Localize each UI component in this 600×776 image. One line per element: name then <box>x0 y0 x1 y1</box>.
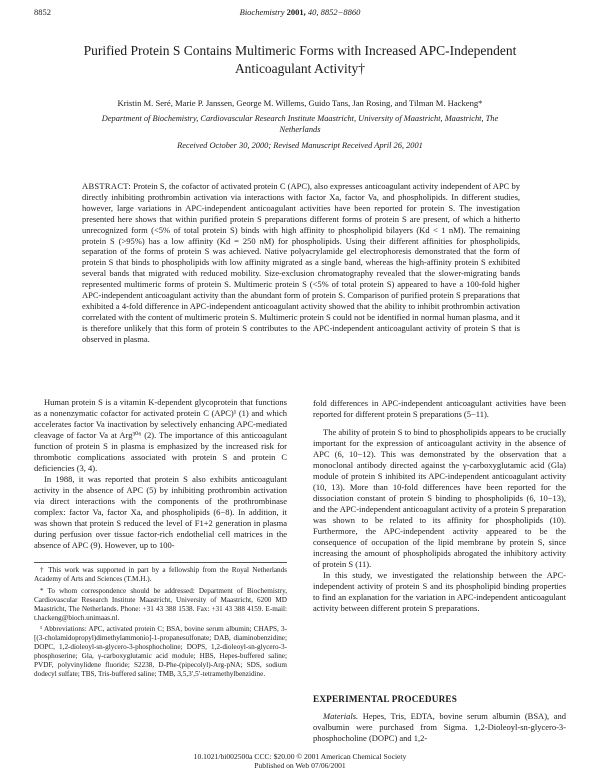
section-heading: EXPERIMENTAL PROCEDURES <box>313 694 458 704</box>
page-number: 8852 <box>34 7 51 17</box>
journal-year: 2001, <box>286 7 306 17</box>
abstract-label: ABSTRACT: <box>82 181 132 191</box>
received-dates: Received October 30, 2000; Revised Manuscript Received April 26, 2001 <box>177 141 423 150</box>
journal-pages: 8852−8860 <box>320 7 361 17</box>
materials-paragraph <box>313 711 566 744</box>
journal-name: Biochemistry <box>239 7 285 17</box>
journal-citation <box>34 7 566 17</box>
footnote-funding: † This work was supported in part by a fellowship from the Royal Netherlands Academy of Arts and Sciences (T.M.H.). <box>34 566 287 583</box>
abstract-text: Protein S, the cofactor of activated protein C (APC), also expresses anticoagulant activity independent of APC by directly inhibiting prothrombin activation via interactions with factor Xa, factor Va, and phospholipids. In different studies, however, large variations in APC-independent anticoagulant activities have been reported for protein S. The investigation presented here shows that within purified protein S preparations different forms of protein S are present, of which a hitherto unrecognized form (<5% of total protein S) binds with high affinity to phospholipid bilayers (Kd < 1 nM). The remaining protein S (>95%) has a low affinity (Kd = 250 nM) for phospholipids. Using their different affinities for phospholipids, separation of the forms of protein S was achieved. Native polyacrylamide gel electrophoresis demonstrated that the form of protein S that binds to phospholipids with low affinity migrated as a single band, whereas the high-affinity protein S exhibited several bands that migrated with reduced mobility. Size-exclusion chromatography revealed that the slower-migrating bands represented multimeric forms of protein S. Multimeric protein S (<5% of total protein S) appeared to have a 100-fold higher APC-independent anticoagulant activity than the abundant form of protein S. Comparison of purified protein S preparations that exhibited a 4-fold difference in APC-independent anticoagulant activity showed that the ability to inhibit prothrombin activation correlated with the content of multimeric protein S. Multimeric protein S could not be identified in normal human plasma, and it is therefore unlikely that this form of protein S contributes to the APC-independent anticoagulant activity of protein S that is observed in plasma. <box>82 181 521 344</box>
paragraph: In 1988, it was reported that protein S also exhibits anticoagulant activity in the absence of APC (5) by inhibiting prothrombin activation via direct interactions with the components of the prothrombinase complex: factor Va, factor Xa, and phospholipids (6−8). In addition, it was shown that protein S reduced the level of F1+2 generation in plasma during perfusion over tissue factor-rich endothelial cell matrices in the absence of APC (9). However, up to 100- <box>34 474 287 550</box>
doi-copyright: 10.1021/bi002500a CCC: $20.00 © 2001 American Chemical Society <box>193 752 407 761</box>
footnote-correspondence: * To whom correspondence should be addressed: Department of Biochemistry, Cardiovascular Research Institute Maastricht, University of Maastricht, 6200 MD Maastricht, The Netherlands. Phone: +31 43 388 1538. Fax: +31 43 388 4159. E-mail: t.hackeng@bioch.unimaas.nl. <box>34 586 287 622</box>
right-column <box>313 398 566 614</box>
left-column <box>34 397 287 551</box>
footnotes <box>34 562 287 682</box>
paragraph: Human protein S is a vitamin K-dependent glycoprotein that functions as a nonenzymatic cofactor for activated protein C (APC)¹ (1) and which accelerates factor Va inactivation by selectively enhancing APC-mediated cleavage of factor Va at Arg³⁰⁶ (2). The importance of this anticoagulant function of protein S in plasma is emphasized by the increased risk for thrombotic complications associated with protein S and protein C deficiencies (3, 4). <box>34 397 287 473</box>
materials-label: Materials. <box>323 711 359 721</box>
paragraph: fold differences in APC-independent anticoagulant activities have been reported for different protein S preparations (5−11). <box>313 398 566 419</box>
affiliation: Department of Biochemistry, Cardiovascular Research Institute Maastricht, University of Maastricht, Maastricht, The Netherlands <box>101 114 499 134</box>
article-title: Purified Protein S Contains Multimeric Forms with Increased APC-Independent Anticoagulant Activity† <box>83 43 517 76</box>
journal-volume: 40, <box>307 7 319 17</box>
abstract <box>82 181 520 345</box>
running-header <box>34 7 566 19</box>
page-footer <box>0 752 600 770</box>
author-list: Kristin M. Seré, Marie P. Janssen, George M. Willems, Guido Tans, Jan Rosing, and Tilman M. Hackeng* <box>117 98 483 108</box>
footnote-abbreviations: ¹ Abbreviations: APC, activated protein C; BSA, bovine serum albumin; CHAPS, 3-[(3-cholamidopropyl)dimethylammonio]-1-propanesulfonate; DAB, diaminobenzidine; DOPC, 1,2-dioleoyl-sn-glycero-3-phosphocholine; DOPS, 1,2-dioleoyl-sn-glycero-3-phosphoserine; Gla, γ-carboxyglutamic acid module; HBS, Hepes-buffered saline; PVDF, polyvinylidene fluoride; S2238, D-Phe-(pipecolyl)-Arg-pNA; SDS, sodium dodecyl sulfate; TBS, Tris-buffered saline; TMB, 3,5,3′,5′-tetramethylbenzidine. <box>34 625 287 678</box>
paragraph: In this study, we investigated the relationship between the APC-independent activity of protein S and its phospholipid binding properties to find an explanation for the variation in APC-independent anticoagulant activity between different protein S preparations. <box>313 570 566 613</box>
web-publication-date: Published on Web 07/06/2001 <box>254 761 346 770</box>
materials-text: Hepes, Tris, EDTA, bovine serum albumin (BSA), and ovalbumin were purchased from Sigma. 1,2-Dioleoyl-sn-glycero-3-phosphocholine (DOPC) and 1,2- <box>313 711 566 743</box>
paragraph: The ability of protein S to bind to phospholipids appears to be crucially important for the expression of anticoagulant activity in the absence of APC (6, 10−12). This was demonstrated by the observation that a monoclonal antibody directed against the γ-carboxyglutamic acid (Gla) module of protein S inhibited its APC-independent anticoagulant activity (10, 13). More than 10-fold differences have been reported for the dissociation constant of protein S binding to phospholipids (6, 10−13), and the APC-independent anticoagulant activity of a protein S preparation was shown to be related to its affinity for phospholipids (10). Furthermore, the APC-independent activity appeared to be the consequence of occupation of the lipid membrane by protein S, since increasing the amount of phospholipids abrogated the inhibitory activity of protein S (11). <box>313 427 566 569</box>
